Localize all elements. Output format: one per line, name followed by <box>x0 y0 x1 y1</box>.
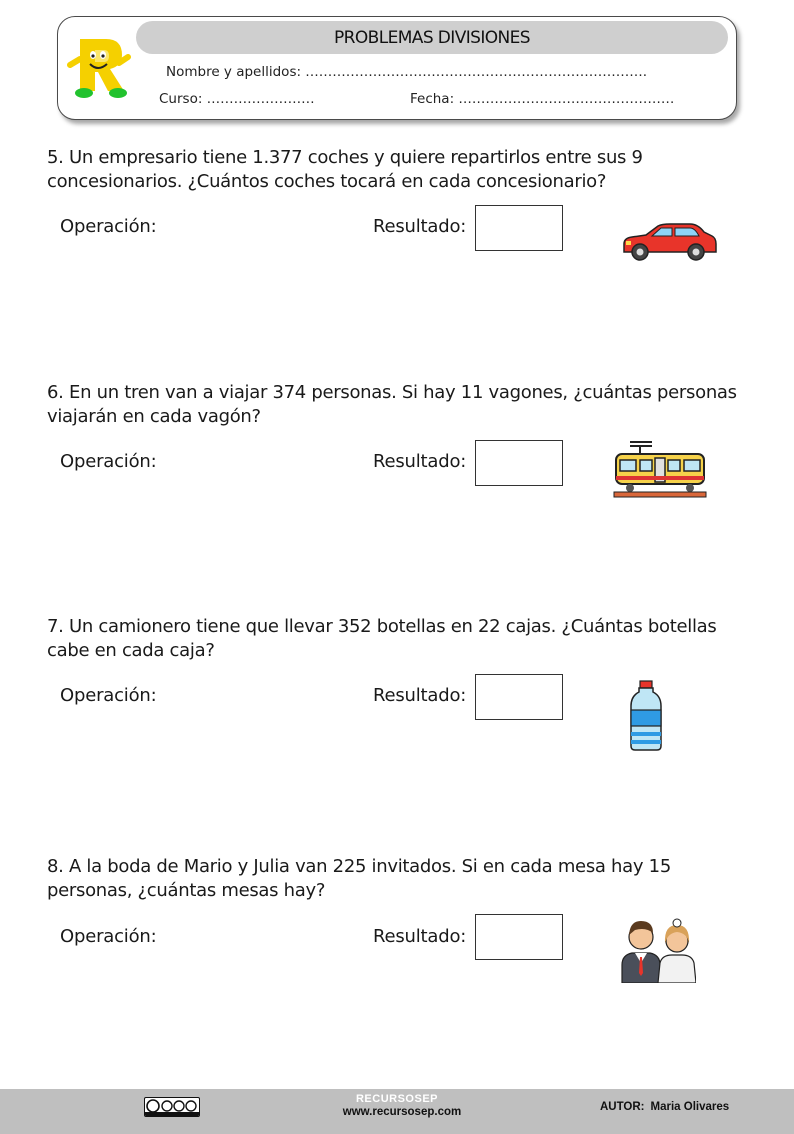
result-box-6[interactable] <box>475 440 563 486</box>
train-icon <box>612 438 708 502</box>
author-label: AUTOR: <box>600 1101 645 1113</box>
problem-6-text: 6. En un tren van a viajar 374 personas. Si hay 11 vagones, ¿cuántas personas viajarán en cada vagón? <box>47 382 737 427</box>
footer-url[interactable]: www.recursosep.com <box>342 1106 462 1118</box>
footer-author <box>600 1101 729 1113</box>
header-box <box>57 16 737 120</box>
wedding-couple-icon <box>620 911 696 983</box>
problem-8-text: 8. A la boda de Mario y Julia van 225 invitados. Si en cada mesa hay 15 personas, ¿cuántas mesas hay? <box>47 856 671 901</box>
result-box-7[interactable] <box>475 674 563 720</box>
result-label: Resultado: <box>373 451 467 472</box>
operation-label: Operación: <box>60 216 157 237</box>
result-box-5[interactable] <box>475 205 563 251</box>
footer-brand: RECURSOSEP <box>355 1093 439 1105</box>
water-bottle-icon <box>628 680 664 752</box>
operation-label: Operación: <box>60 451 157 472</box>
problem-7-text: 7. Un camionero tiene que llevar 352 botellas en 22 cajas. ¿Cuántas botellas cabe en cada caja? <box>47 616 717 661</box>
problem-5-text: 5. Un empresario tiene 1.377 coches y quiere repartirlos entre sus 9 concesionarios. ¿Cuántos coches tocará en cada concesionario? <box>47 147 643 192</box>
result-label: Resultado: <box>373 216 467 237</box>
result-label: Resultado: <box>373 685 467 706</box>
page-title: PROBLEMAS DIVISIONES <box>136 21 728 54</box>
operation-label: Operación: <box>60 685 157 706</box>
author-name: Maria Olivares <box>650 1101 730 1113</box>
operation-label: Operación: <box>60 926 157 947</box>
date-field[interactable]: Fecha: ………………………………………… <box>410 91 675 107</box>
car-icon <box>620 222 718 264</box>
result-label: Resultado: <box>373 926 467 947</box>
footer <box>0 1089 794 1134</box>
course-field[interactable]: Curso: …………………… <box>159 91 315 107</box>
name-field[interactable]: Nombre y apellidos: …………………………………………………………………. <box>166 64 648 80</box>
result-box-8[interactable] <box>475 914 563 960</box>
recursosep-logo-icon <box>62 33 132 99</box>
